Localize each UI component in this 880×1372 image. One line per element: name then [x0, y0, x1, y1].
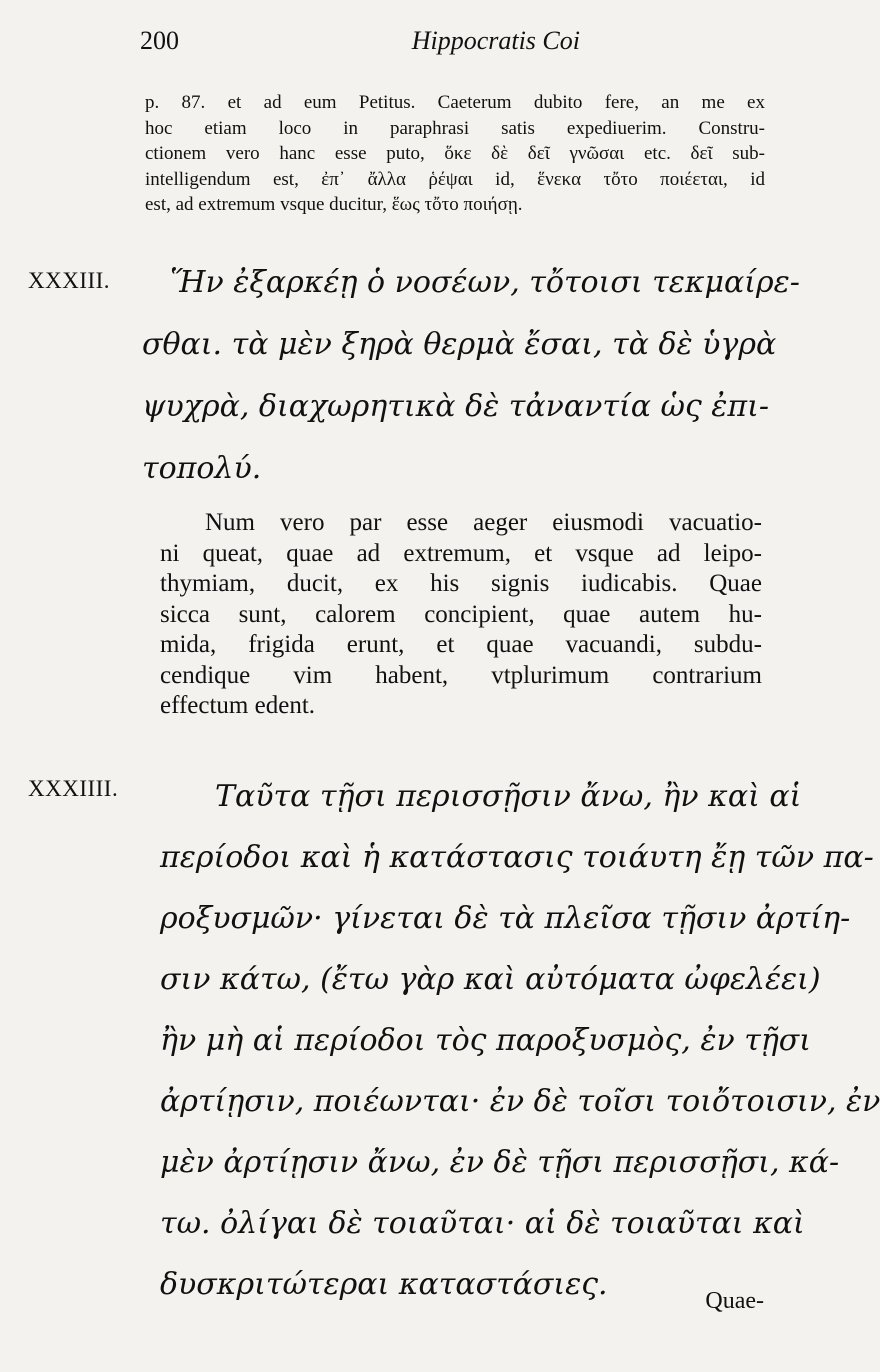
greek-aphorism-text: [160, 766, 880, 1315]
greek-line: σθαι. τὰ μὲν ξηρὰ θερμὰ ἔσαι, τὰ δὲ ὑγρὰ: [142, 327, 777, 362]
greek-aphorism-text: [142, 252, 800, 500]
page-number: 200: [140, 26, 179, 55]
greek-line: ψυχρὰ, διαχωρητικὰ δὲ τἀναντία ὡς ἐπι-: [142, 389, 770, 424]
section-number: XXXIIII.: [28, 776, 119, 801]
greek-line: Ἥν ἐξαρκέῃ ὁ νοσέων, τὄτοισι τεκμαίρε-: [170, 265, 800, 300]
note-line: hoc etiam loco in paraphrasi satis expediuerim. Constru-: [145, 117, 765, 139]
latin-line: sicca sunt, calorem concipient, quae autem hu-: [160, 600, 762, 628]
latin-line: thymiam, ducit, ex his signis iudicabis. Quae: [160, 570, 762, 597]
latin-line: cendique vim habent, vtplurimum contrarium: [160, 661, 762, 689]
section-number: XXXIII.: [28, 268, 111, 293]
catchword: Quae-: [705, 1288, 764, 1314]
note-line: ctionem vero hanc esse puto, ὅκε δὲ δεῖ γνῶσαι etc. δεῖ sub-: [145, 143, 765, 164]
greek-line: δυσκριτώτεραι καταστάσιες.: [160, 1267, 608, 1302]
page-header: [140, 26, 580, 66]
running-title: Hippocratis Coi: [411, 26, 580, 55]
note-line: intelligendum est, ἐπ᾽ ἄλλα ῥέψαι id, ἕνεκα τὄτο ποιέεται, id: [145, 168, 765, 190]
greek-line: Ταῦτα τῇσι περισσῇσιν ἄνω, ἢν καὶ αἱ: [215, 779, 802, 814]
greek-line: ἀρτίῃσιν, ποιέωνται· ἐν δὲ τοῖσι τοιὄτοισιν, ἐν: [160, 1084, 880, 1119]
greek-line: σιν κάτω, (ἔτω γὰρ καὶ αὐτόματα ὠφελέει): [160, 962, 821, 997]
greek-line: ἢν μὴ αἱ περίοδοι τὸς παροξυσμὸς, ἐν τῇσι: [160, 1023, 812, 1058]
latin-line: mida, frigida erunt, et quae vacuandi, subdu-: [160, 631, 762, 658]
footnote-paragraph: [145, 90, 765, 218]
greek-line: τω. ὀλίγαι δὲ τοιαῦται· αἱ δὲ τοιαῦται καὶ: [160, 1206, 805, 1241]
greek-line: μὲν ἀρτίῃσιν ἄνω, ἐν δὲ τῇσι περισσῇσι, κά-: [160, 1145, 840, 1180]
latin-line: Num vero par esse aeger eiusmodi vacuatio-: [205, 509, 762, 536]
note-line: p. 87. et ad eum Petitus. Caeterum dubito fere, an me ex: [145, 92, 765, 113]
latin-line: ni queat, quae ad extremum, et vsque ad leipo-: [160, 539, 762, 567]
latin-line: effectum edent.: [160, 692, 316, 719]
note-line: est, ad extremum vsque ducitur, ἕως τὄτο ποιήσῃ.: [145, 194, 523, 215]
greek-line: τοπολύ.: [142, 451, 262, 486]
greek-line: ροξυσμῶν· γίνεται δὲ τὰ πλεῖσα τῇσιν ἀρτίη-: [160, 901, 851, 936]
greek-line: περίοδοι καὶ ἡ κατάστασις τοιάυτη ἔῃ τῶν πα-: [160, 840, 874, 875]
latin-translation: [160, 508, 762, 722]
